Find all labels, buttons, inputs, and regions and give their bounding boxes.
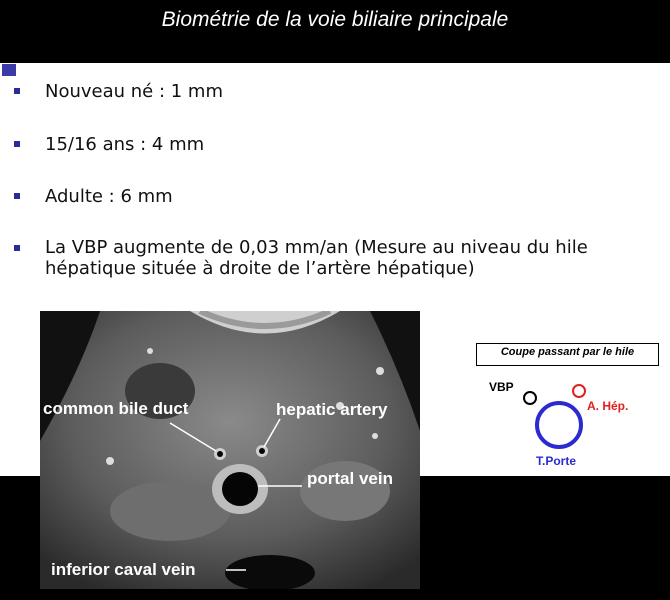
label-artery: A. Hép. xyxy=(587,399,629,413)
bullet-teen: 15/16 ans : 4 mm xyxy=(45,134,205,155)
corner-decoration xyxy=(2,64,16,76)
bullet-marker xyxy=(14,245,20,251)
ultrasound-scan xyxy=(40,311,420,589)
label-porte: T.Porte xyxy=(536,454,577,468)
bullet-marker xyxy=(14,141,20,147)
label-hepatic-artery: hepatic artery xyxy=(276,400,388,419)
bullet-adult: Adulte : 6 mm xyxy=(45,186,173,207)
diagram-caption: Coupe passant par le hile xyxy=(500,346,635,358)
artery-circle xyxy=(573,385,585,397)
diagram-caption-box xyxy=(476,343,659,366)
label-inferior-caval-vein: inferior caval vein xyxy=(51,560,196,579)
label-vbp: VBP xyxy=(489,380,514,394)
label-portal-vein: portal vein xyxy=(307,469,393,488)
label-common-bile-duct: common bile duct xyxy=(43,399,189,418)
porte-circle xyxy=(537,403,581,447)
slide-title: Biométrie de la voie biliaire principale xyxy=(161,8,509,31)
vbp-circle xyxy=(524,392,536,404)
bullet-newborn: Nouveau né : 1 mm xyxy=(45,81,224,102)
bullet-marker xyxy=(14,193,20,199)
ultrasound-image xyxy=(40,311,420,589)
bullet-marker xyxy=(14,88,20,94)
title-bar xyxy=(0,0,670,63)
bullet-growth: La VBP augmente de 0,03 mm/an (Mesure au niveau du hile hépatique située à droite de l’artère hépatique) xyxy=(45,237,588,279)
